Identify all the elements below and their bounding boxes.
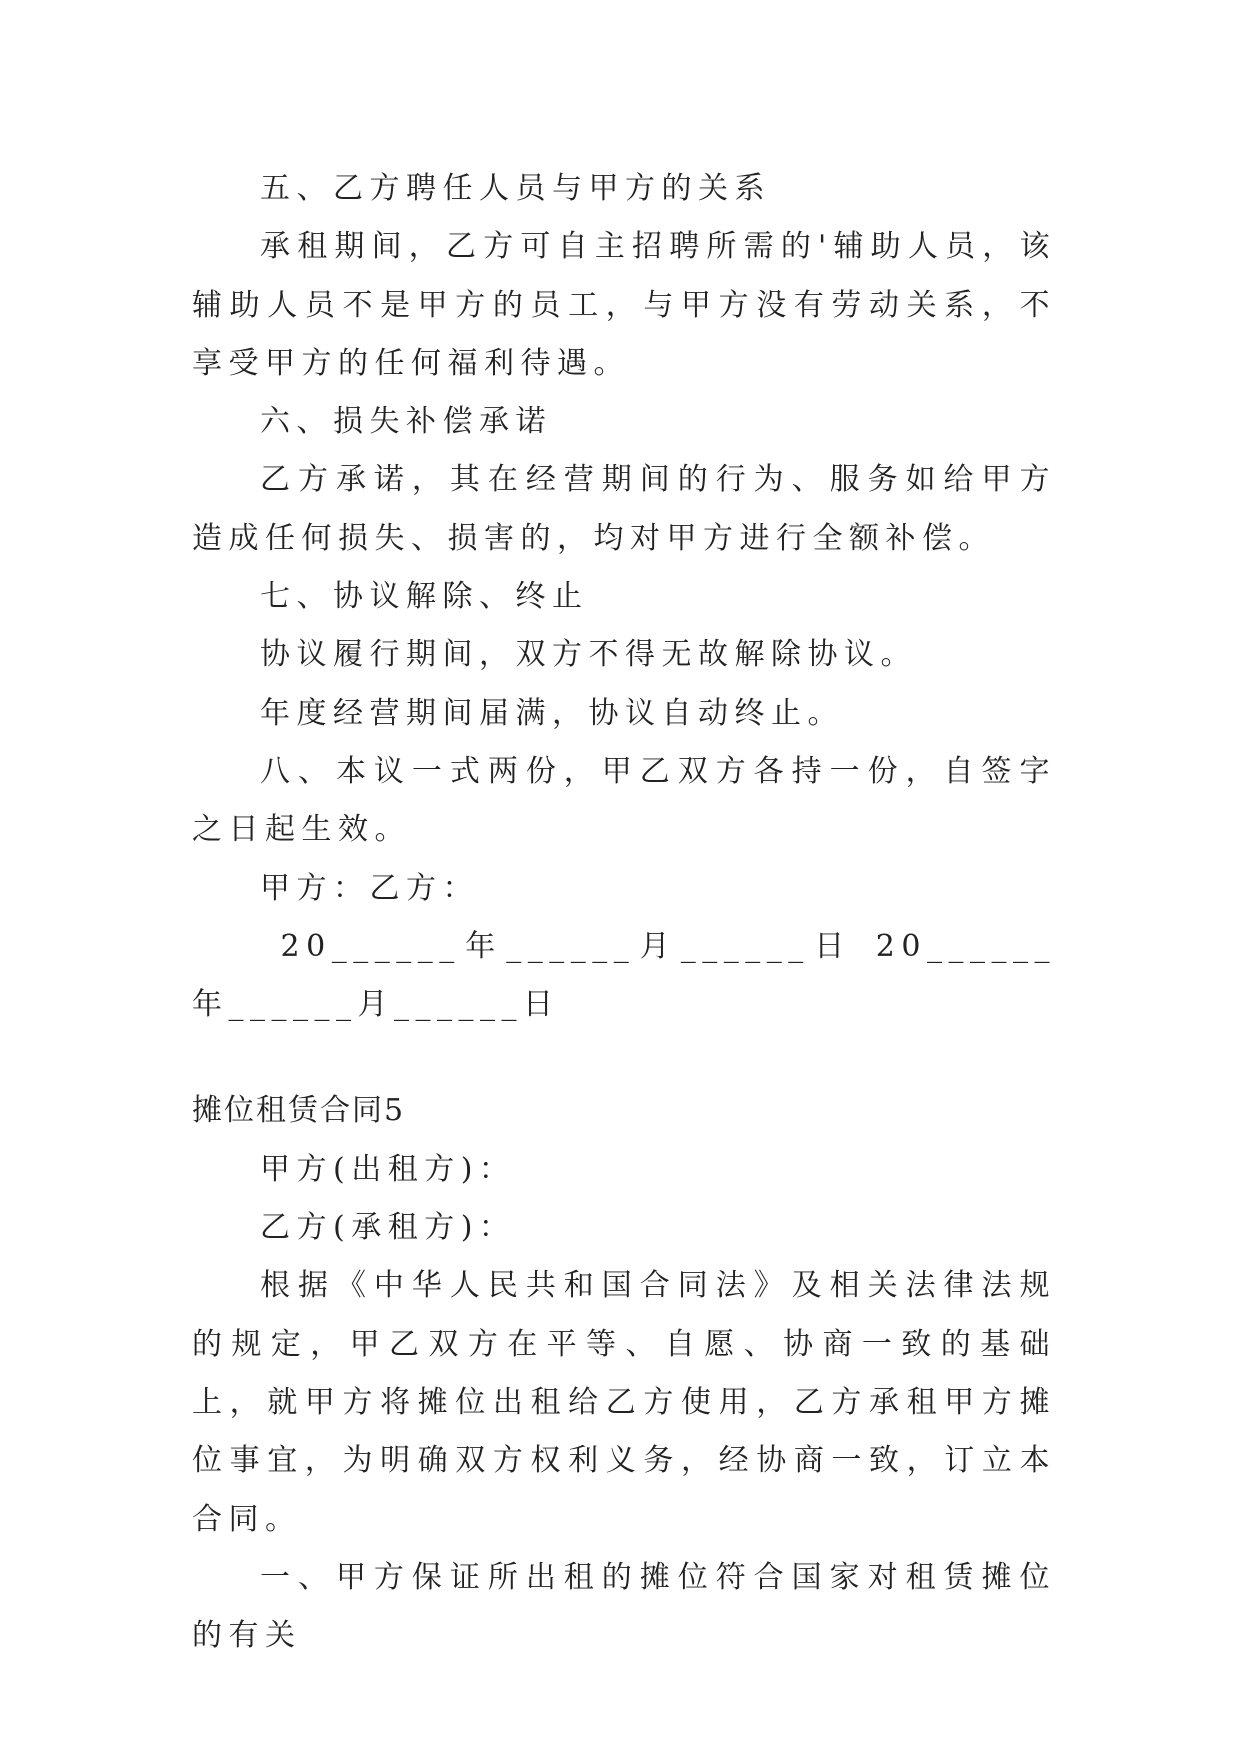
section-heading: 五、乙方聘任人员与甲方的关系 bbox=[260, 171, 771, 206]
body-paragraph: 乙方承诺，其在经营期间的行为、服务如给甲方造成任何损失、损害的，均对甲方进行全额补偿。 bbox=[192, 462, 1056, 556]
body-paragraph: 年度经营期间届满，协议自动终止。 bbox=[260, 695, 844, 731]
body-paragraph: 协议履行期间，双方不得无故解除协议。 bbox=[260, 637, 917, 673]
body-paragraph: 一、甲方保证所出租的摊位符合国家对租赁摊位的有关 bbox=[192, 1559, 1056, 1654]
party-line: 乙方(承租方)： bbox=[260, 1210, 516, 1246]
party-line: 甲方(出租方)： bbox=[260, 1151, 516, 1187]
section-heading: 六、损失补偿承诺 bbox=[260, 404, 552, 440]
contract-title: 摊位租赁合同5 bbox=[192, 1093, 406, 1129]
body-paragraph: 承租期间，乙方可自主招聘所需的'辅助人员，该辅助人员不是甲方的员工，与甲方没有劳动关系，不享受甲方的任何福利待遇。 bbox=[192, 229, 1056, 381]
signature-line: 甲方：乙方： bbox=[260, 870, 479, 906]
section-heading: 七、协议解除、终止 bbox=[260, 579, 589, 615]
document-body bbox=[192, 160, 1056, 1665]
body-paragraph: 八、本议一式两份，甲乙双方各持一份，自签字之日起生效。 bbox=[192, 753, 1056, 848]
date-line: 20______年______月______日 20______年______月______日 bbox=[192, 928, 1056, 1023]
body-paragraph: 根据《中华人民共和国合同法》及相关法律法规的规定，甲乙双方在平等、自愿、协商一致的基础上，就甲方将摊位出租给乙方使用，乙方承租甲方摊位事宜，为明确双方权利义务，经协商一致，订立本合同。 bbox=[192, 1268, 1056, 1537]
